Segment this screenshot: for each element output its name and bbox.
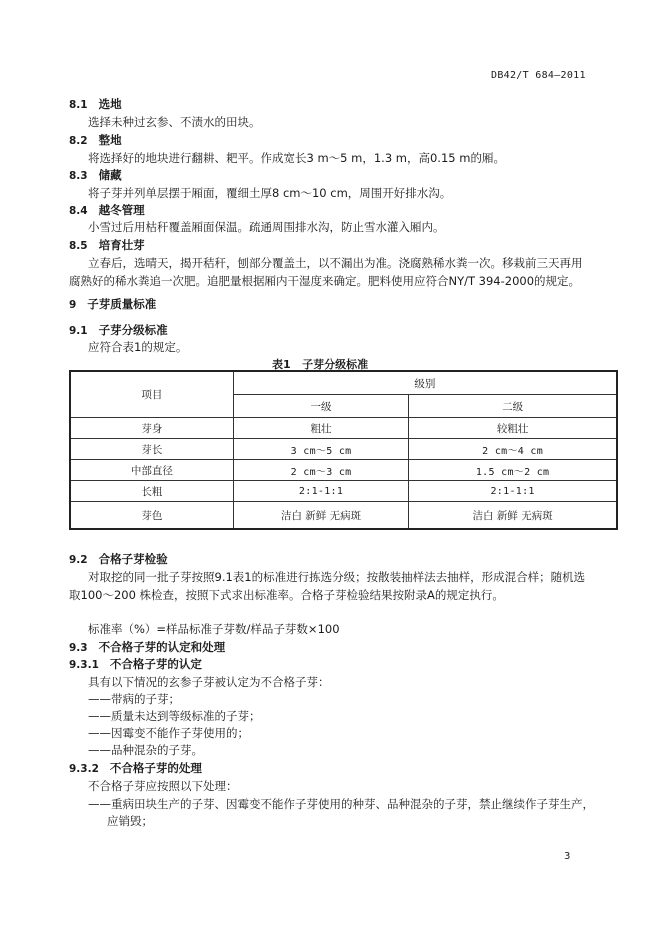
table-row bbox=[70, 460, 617, 481]
table-caption-title: 子芽分级标准 bbox=[302, 358, 369, 371]
header-grade-1: 一级 bbox=[233, 395, 408, 418]
row-grade-1: 洁白 新鲜 无病斑 bbox=[233, 502, 408, 530]
row-item: 芽长 bbox=[70, 439, 233, 460]
section-8-5-body-line2: 腐熟好的稀水粪追一次肥。追肥量根据厢内干湿度来确定。肥料使用应符合NY/T 394-2000的规定。 bbox=[69, 274, 581, 288]
section-8-5-body-line1: 立春后，选晴天，揭开秸秆，刨部分覆盖土，以不漏出为准。浇腐熟稀水粪一次。移栽前三天再用 bbox=[88, 256, 583, 270]
list-item: ——带病的子芽； bbox=[88, 692, 180, 706]
chapter-number: 9 bbox=[69, 299, 77, 311]
section-number: 8.2 bbox=[69, 135, 88, 147]
row-item: 长粗 bbox=[70, 481, 233, 502]
list-item-line1: ——重病田块生产的子芽、因霉变不能作子芽使用的种芽、品种混杂的子芽，禁止继续作子芽生产， bbox=[88, 797, 594, 811]
section-9-2-heading bbox=[69, 551, 168, 567]
list-item: ——因霉变不能作子芽使用的； bbox=[88, 726, 249, 740]
row-grade-1: 粗壮 bbox=[233, 418, 408, 439]
row-grade-2: 2:1-1:1 bbox=[409, 481, 617, 502]
section-8-2-heading bbox=[69, 132, 122, 148]
section-number: 8.4 bbox=[69, 205, 88, 217]
chapter-title: 子芽质量标准 bbox=[87, 297, 157, 311]
row-grade-2: 1.5 cm～2 cm bbox=[409, 460, 617, 481]
table-row bbox=[70, 502, 617, 530]
row-grade-2: 较粗壮 bbox=[409, 418, 617, 439]
section-title: 不合格子芽的处理 bbox=[109, 761, 202, 775]
section-9-2-line2: 取100～200 株检查，按照下式求出标准率。合格子芽检验结果按附录A的规定执行。 bbox=[69, 588, 504, 602]
table-caption-number: 表1 bbox=[272, 358, 291, 371]
header-level: 级别 bbox=[233, 371, 617, 395]
section-9-3-1-intro: 具有以下情况的玄参子芽被认定为不合格子芽： bbox=[88, 675, 330, 689]
row-item: 中部直径 bbox=[70, 460, 233, 481]
section-8-2-body: 将选择好的地块进行翻耕、耙平。作成宽长3 m～5 m，1.3 m，高0.15 m的厢。 bbox=[88, 151, 505, 165]
section-number: 9.1 bbox=[69, 325, 88, 337]
section-8-5-heading bbox=[69, 237, 145, 253]
chapter-9-heading bbox=[69, 296, 156, 312]
section-9-1-body: 应符合表1的规定。 bbox=[88, 340, 188, 354]
list-item-line2: 应销毁； bbox=[107, 814, 153, 828]
section-number: 9.3 bbox=[69, 642, 88, 654]
grading-table bbox=[69, 370, 618, 530]
section-title: 子芽分级标准 bbox=[98, 323, 168, 337]
section-number: 8.3 bbox=[69, 170, 88, 182]
section-title: 越冬管理 bbox=[98, 203, 145, 217]
row-item: 芽身 bbox=[70, 418, 233, 439]
section-8-4-body: 小雪过后用枯秆覆盖厢面保温。疏通周围排水沟，防止雪水灌入厢内。 bbox=[88, 220, 445, 234]
section-8-4-heading bbox=[69, 202, 145, 218]
section-8-3-body: 将子芽并列单层摆于厢面，覆细土厚8 cm～10 cm，周围开好排水沟。 bbox=[88, 186, 452, 200]
list-item: ——质量未达到等级标准的子芽； bbox=[88, 709, 261, 723]
standard-code: DB42/T 684—2011 bbox=[491, 70, 586, 81]
list-item: ——品种混杂的子芽。 bbox=[88, 743, 203, 757]
header-item: 项目 bbox=[70, 371, 233, 418]
table-row bbox=[70, 481, 617, 502]
row-item: 芽色 bbox=[70, 502, 233, 530]
row-grade-1: 2 cm～3 cm bbox=[233, 460, 408, 481]
row-grade-2: 2 cm～4 cm bbox=[409, 439, 617, 460]
section-9-3-2-heading bbox=[69, 760, 202, 776]
section-title: 合格子芽检验 bbox=[98, 552, 168, 566]
section-title: 不合格子芽的认定和处理 bbox=[98, 640, 226, 654]
section-number: 8.1 bbox=[69, 99, 88, 111]
row-grade-2: 洁白 新鲜 无病斑 bbox=[409, 502, 617, 530]
section-number: 9.2 bbox=[69, 554, 88, 566]
section-number: 9.3.1 bbox=[69, 659, 99, 671]
section-9-3-2-intro: 不合格子芽应按照以下处理： bbox=[88, 779, 238, 793]
section-title: 整地 bbox=[98, 133, 122, 147]
table-row bbox=[70, 439, 617, 460]
row-grade-1: 2:1-1:1 bbox=[233, 481, 408, 502]
section-number: 9.3.2 bbox=[69, 763, 99, 775]
formula: 标准率（%）=样品标准子芽数/样品子芽数×100 bbox=[88, 622, 340, 636]
page-number: 3 bbox=[564, 851, 571, 862]
section-9-3-heading bbox=[69, 639, 225, 655]
table-header-row bbox=[70, 371, 617, 395]
section-9-1-heading bbox=[69, 322, 168, 338]
section-title: 储藏 bbox=[98, 168, 122, 182]
section-number: 8.5 bbox=[69, 240, 88, 252]
section-title: 选地 bbox=[98, 97, 122, 111]
row-grade-1: 3 cm～5 cm bbox=[233, 439, 408, 460]
table-row bbox=[70, 418, 617, 439]
section-8-3-heading bbox=[69, 167, 122, 183]
section-title: 培育壮芽 bbox=[98, 238, 145, 252]
section-title: 不合格子芽的认定 bbox=[109, 657, 202, 671]
header-grade-2: 二级 bbox=[409, 395, 617, 418]
section-8-1-heading bbox=[69, 96, 122, 112]
section-9-2-line1: 对取挖的同一批子芽按照9.1表1的标准进行拣选分级；按散装抽样法去抽样，形成混合样；随机选 bbox=[88, 570, 586, 584]
section-8-1-body: 选择未种过玄参、不渍水的田块。 bbox=[88, 115, 261, 129]
section-9-3-1-heading bbox=[69, 656, 202, 672]
